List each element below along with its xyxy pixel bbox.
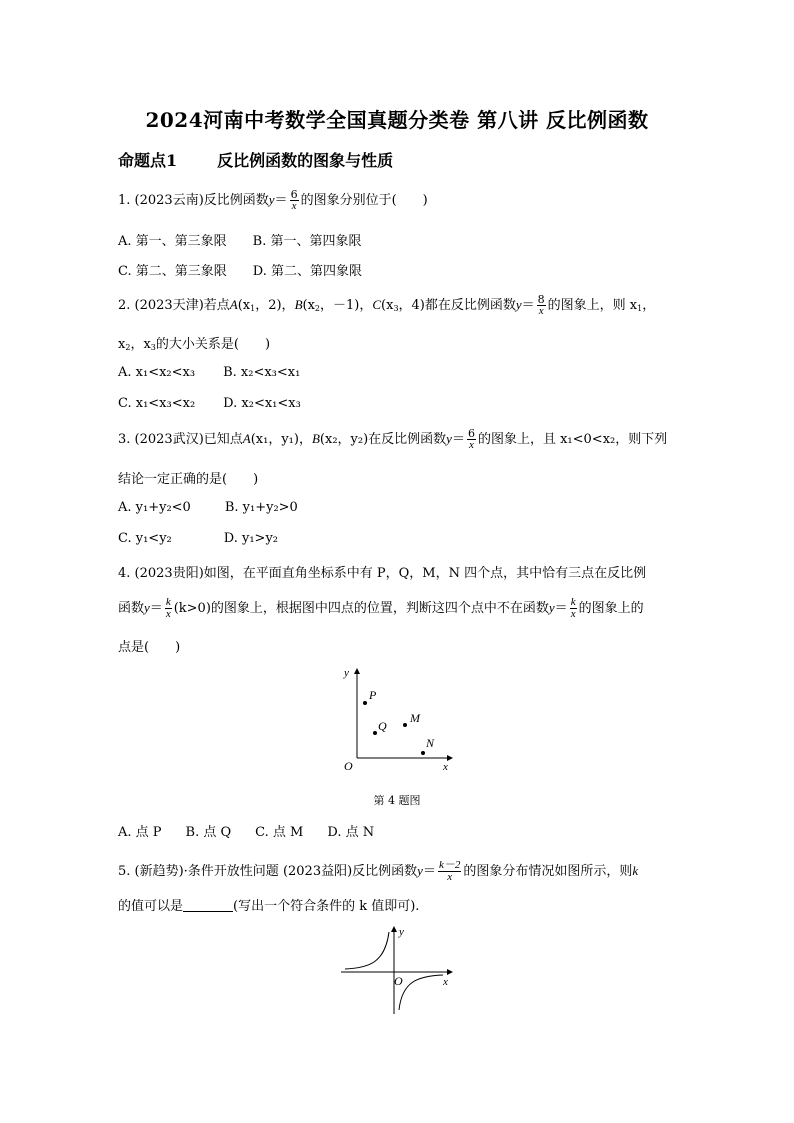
question-1-options-row-1 [118, 230, 361, 249]
q2-denominator: x [538, 305, 544, 317]
section-label: 命题点1 [118, 151, 178, 170]
q1-var-y: y [268, 192, 275, 207]
point-p-label: P [369, 688, 377, 702]
q2-text: 2. (2023天津)若点 [118, 298, 230, 313]
q5-text: 5. (新趋势)·条件开放性问题 (2023益阳)反比例函数 [118, 864, 418, 879]
q5-text: (写出一个符合条件的 k 值即可). [233, 899, 420, 914]
q1-option-c[interactable]: C. 第二、第三象限 [118, 264, 227, 279]
q1-equals: ＝ [274, 193, 288, 208]
q3-point-a: A [242, 431, 251, 446]
q4-option-c[interactable]: C. 点 M [255, 825, 304, 840]
q2-text: (x [302, 298, 315, 313]
q2-point-b: B [294, 297, 303, 312]
q4-denominator: x [165, 608, 171, 620]
answer-blank[interactable] [183, 911, 233, 912]
q3-option-c[interactable]: C. y₁<y₂ [118, 531, 172, 546]
q1-option-a[interactable]: A. 第一、第三象限 [118, 234, 227, 249]
q5-fraction [438, 860, 461, 883]
q2-text: (x [381, 298, 394, 313]
q5-var-k: k [632, 863, 639, 878]
q2-point-c: C [372, 297, 382, 312]
point-m [403, 723, 407, 727]
origin-label: O [344, 759, 353, 773]
q2-option-c[interactable]: C. x₁<x₃<x₂ [118, 396, 196, 411]
q4-var-y: y [144, 600, 150, 615]
q3-equals: ＝ [451, 432, 465, 447]
point-n [421, 751, 425, 755]
q1-numerator: 6 [290, 188, 298, 201]
q1-suffix: 的图象分别位于( ) [300, 193, 428, 208]
q4-denominator-2: x [570, 608, 576, 620]
q4-option-d[interactable]: D. 点 N [327, 825, 375, 840]
q2-subscript: 3 [393, 304, 399, 313]
page-title: 2024河南中考数学全国真题分类卷 第八讲 反比例函数 [145, 108, 649, 132]
y-axis-arrow [391, 926, 397, 932]
q4-text: 的图象上的 [578, 601, 644, 616]
q1-option-d[interactable]: D. 第二、第四象限 [252, 264, 362, 279]
q4-equals-2: ＝ [554, 601, 568, 616]
q2-option-d[interactable]: D. x₂<x₁<x₃ [223, 396, 301, 411]
q2-text: x [118, 337, 126, 352]
point-q-label: Q [378, 719, 387, 733]
q4-option-b[interactable]: B. 点 Q [185, 825, 232, 840]
q5-numerator: k－2 [438, 859, 461, 871]
q2-subscript: 2 [314, 304, 321, 313]
question-5-figure [335, 922, 460, 1017]
section-text: 反比例函数的图象与性质 [217, 151, 394, 170]
point-n-label: N [426, 736, 435, 750]
question-4-figure [335, 660, 460, 775]
question-4-stem-line-1: 4. (2023贵阳)如图，在平面直角坐标系中有 P，Q，M，N 四个点，其中恰有三点在反比例 [118, 566, 647, 581]
question-4-options [118, 821, 374, 840]
q2-equals: ＝ [521, 298, 535, 313]
question-1-options-row-2 [118, 260, 362, 279]
q3-text: (x₂，y₂)在反比例函数 [319, 432, 447, 447]
question-5-stem-line-1 [118, 860, 638, 883]
question-1-stem [118, 189, 428, 212]
q5-text: 的值可以是 [118, 899, 184, 914]
question-3-options-row-2 [118, 531, 278, 546]
q1-denominator: x [291, 200, 297, 212]
question-2-options-row-2 [118, 396, 301, 411]
question-4-stem-line-2 [118, 597, 644, 620]
q3-option-b[interactable]: B. y₁+y₂>0 [224, 500, 298, 515]
q4-fraction [165, 597, 172, 620]
q5-equals: ＝ [422, 864, 436, 879]
q2-text: ，x [130, 337, 151, 352]
y-axis-label: y [399, 926, 404, 938]
q2-subscript: 3 [150, 343, 156, 352]
point-m-label: M [410, 711, 420, 725]
q4-option-a[interactable]: A. 点 P [118, 825, 162, 840]
question-3-options-row-1 [118, 500, 298, 515]
origin-label: O [394, 974, 403, 988]
x-axis-arrow [447, 969, 453, 975]
question-2-options-row-1 [118, 365, 300, 380]
q4-fraction-2 [570, 597, 577, 620]
q3-denominator: x [469, 439, 474, 451]
question-3-stem-line-2: 结论一定正确的是( ) [118, 472, 259, 487]
q4-text: (k>0)的图象上，根据图中四点的位置，判断这四个点中不在函数 [173, 601, 549, 616]
y-axis-label: y [344, 667, 349, 679]
q3-option-a[interactable]: A. y₁+y₂<0 [118, 500, 191, 515]
x-axis-arrow [447, 755, 453, 761]
q2-subscript: 2 [125, 343, 131, 352]
q3-option-d[interactable]: D. y₁>y₂ [223, 531, 278, 546]
q1-prefix: 1. (2023云南)反比例函数 [118, 193, 269, 208]
q3-text: 3. (2023武汉)已知点 [118, 432, 243, 447]
question-2-stem-line-1 [118, 294, 655, 317]
figure-4-caption: 第 4 题图 [373, 794, 421, 807]
point-p [363, 701, 367, 705]
q2-point-a: A [229, 297, 238, 312]
y-axis-arrow [354, 668, 360, 674]
q4-numerator-2: k [570, 596, 576, 608]
q2-var-y: y [515, 297, 522, 312]
q4-equals: ＝ [149, 601, 163, 616]
q5-var-y: y [417, 863, 423, 878]
question-5-stem-line-2 [118, 895, 419, 914]
q2-text: 的大小关系是( ) [155, 337, 271, 352]
q3-numerator: 6 [467, 427, 475, 440]
q5-denominator: x [447, 871, 453, 883]
section-heading [118, 148, 393, 171]
q1-fraction [290, 189, 299, 212]
x-axis-label: x [443, 761, 448, 773]
q2-text: (x [237, 298, 251, 313]
hyperbola-branch-2nd-quadrant [345, 932, 389, 969]
q2-option-a[interactable]: A. x₁<x₂<x₃ [118, 365, 196, 380]
q3-var-y: y [446, 431, 452, 446]
q2-subscript: 1 [250, 304, 256, 313]
x-axis-label: x [443, 976, 448, 988]
q2-text: ，－1)， [320, 298, 373, 313]
q3-text: 的图象上，且 x₁<0<x₂，则下列 [477, 432, 668, 447]
point-q [373, 731, 377, 735]
q3-fraction [467, 428, 476, 451]
q2-option-b[interactable]: B. x₂<x₃<x₁ [223, 365, 301, 380]
q3-text: (x₁，y₁)， [250, 432, 312, 447]
q4-var-y-2: y [548, 600, 555, 615]
question-3-stem-line-1 [118, 428, 667, 451]
q2-text: 的图象上，则 x [547, 298, 638, 313]
q2-text: ， [642, 298, 656, 313]
q1-option-b[interactable]: B. 第一、第四象限 [252, 234, 362, 249]
q2-text: ，4)都在反比例函数 [398, 298, 516, 313]
q2-fraction [537, 294, 546, 317]
hyperbola-branch-4th-quadrant [399, 975, 443, 1010]
q3-point-b: B [311, 431, 320, 446]
question-2-stem-line-2 [118, 333, 270, 352]
q2-text: ，2)， [255, 298, 295, 313]
q5-text: 的图象分布情况如图所示，则 [463, 864, 633, 879]
q2-subscript: 1 [637, 304, 643, 313]
q4-text: 函数 [118, 601, 145, 616]
question-4-stem-line-3: 点是( ) [118, 640, 181, 655]
q2-numerator: 8 [537, 293, 545, 306]
q4-numerator: k [165, 596, 171, 608]
